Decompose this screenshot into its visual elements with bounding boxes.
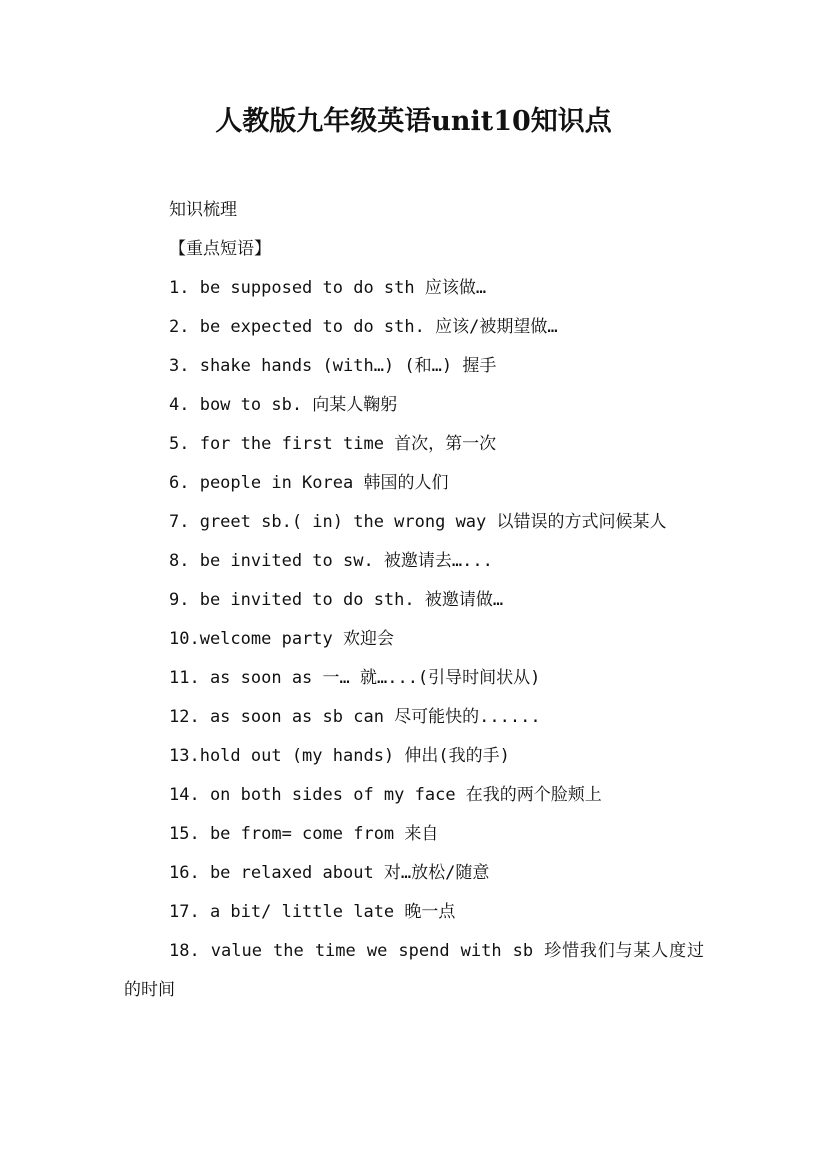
phrase-item: 15. be from= come from 来自 [169, 824, 439, 844]
document-title: 人教版九年级英语unit10知识点 [215, 106, 612, 137]
phrase-item: 1. be supposed to do sth 应该做… [169, 278, 487, 298]
phrase-item: 8. be invited to sw. 被邀请去…... [169, 551, 493, 571]
phrase-item: 12. as soon as sb can 尽可能快的...... [169, 707, 541, 727]
phrase-item: 11. as soon as 一… 就…...(引导时间状从) [169, 668, 541, 688]
phrase-item: 10.welcome party 欢迎会 [169, 629, 394, 649]
phrase-item: 5. for the first time 首次，第一次 [169, 434, 497, 454]
subsection-heading: 【重点短语】 [169, 239, 271, 259]
document-body [124, 191, 704, 1010]
section-heading: 知识梳理 [169, 200, 237, 220]
phrase-item: 17. a bit/ little late 晚一点 [169, 902, 456, 922]
phrase-item: 2. be expected to do sth. 应该/被期望做… [169, 317, 558, 337]
phrase-item: 3. shake hands (with…) (和…) 握手 [169, 356, 497, 376]
phrase-item: 14. on both sides of my face 在我的两个脸颊上 [169, 785, 602, 805]
phrase-item: 6. people in Korea 韩国的人们 [169, 473, 449, 493]
phrase-item: 4. bow to sb. 向某人鞠躬 [169, 395, 398, 415]
phrase-item: 13.hold out (my hands) 伸出(我的手) [169, 746, 510, 766]
phrase-item: 18. value the time we spend with sb 珍惜我们与某人度过的时间 [124, 941, 704, 1000]
phrase-item: 9. be invited to do sth. 被邀请做… [169, 590, 504, 610]
phrase-item: 16. be relaxed about 对…放松/随意 [169, 863, 490, 883]
phrase-item: 7. greet sb.( in) the wrong way 以错误的方式问候某人 [169, 512, 667, 532]
